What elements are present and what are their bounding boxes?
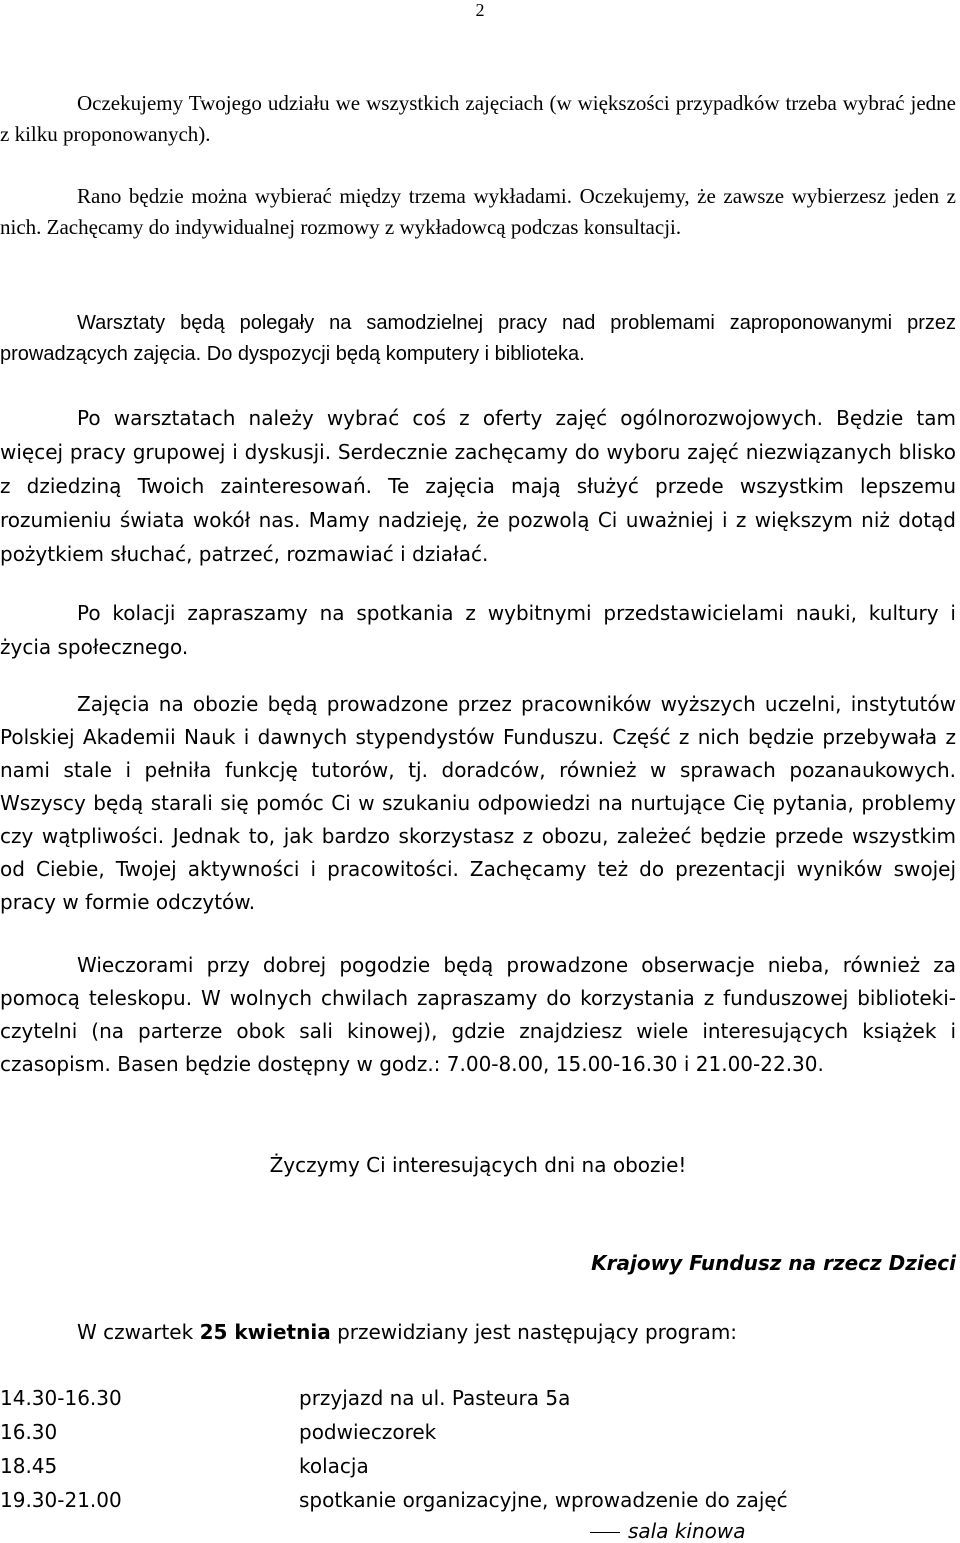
location-note [590, 1519, 746, 1543]
program-intro-before: W czwartek [77, 1320, 200, 1344]
paragraph-lectures [0, 181, 956, 243]
paragraph-participation [0, 88, 956, 150]
paragraph-text: Warsztaty będą polegały na samodzielnej pracy nad problemami zaproponowanymi przez prowadzących zajęcia. Do dyspozycji będą komputery i biblioteka. [0, 312, 956, 365]
paragraph-free-time [0, 949, 956, 1081]
closing-wish: Życzymy Ci interesujących dni na obozie! [269, 1153, 687, 1177]
schedule-description: kolacja [299, 1454, 369, 1478]
paragraph-evening-meetings [0, 596, 956, 664]
paragraph-staff [0, 688, 956, 919]
em-dash [590, 1532, 620, 1533]
schedule-time: 18.45 [0, 1454, 58, 1478]
paragraph-text: Po warsztatach należy wybrać coś z oferty zajęć ogólnorozwojowych. Będzie tam więcej pracy grupowej i dyskusji. Serdecznie zachęcamy do wyboru zajęć niezwiązanych blisko z dziedziną Twoich zainteresowań. Te zajęcia mają służyć przede wszystkim lepszemu rozumieniu świata wokół nas. Mamy nadzieję, że pozwolą Ci uważniej i z większym niż dotąd pożytkiem słuchać, patrzeć, rozmawiać i działać. [0, 406, 956, 566]
schedule-description: przyjazd na ul. Pasteura 5a [299, 1386, 571, 1410]
schedule-description: podwieczorek [299, 1420, 437, 1444]
location-text: sala kinowa [628, 1519, 746, 1543]
program-date: 25 kwietnia [199, 1320, 331, 1344]
paragraph-text: Wieczorami przy dobrej pogodzie będą prowadzone obserwacje nieba, również za pomocą teleskopu. W wolnych chwilach zapraszamy do korzystania z funduszowej biblioteki-czytelni (na parterze obok sali kinowej), gdzie znajdziesz wiele interesujących książek i czasopism. Basen będzie dostępny w godz.: 7.00-8.00, 15.00-16.30 i 21.00-22.30. [0, 953, 956, 1076]
signature: Krajowy Fundusz na rzecz Dzieci [591, 1251, 956, 1275]
paragraph-general-classes [0, 401, 956, 571]
paragraph-workshops [0, 308, 956, 370]
paragraph-text: Zajęcia na obozie będą prowadzone przez pracowników wyższych uczelni, instytutów Polskiej Akademii Nauk i dawnych stypendystów Funduszu. Część z nich będzie przebywała z nami stale i pełniła funkcję tutorów, tj. doradców, również w sprawach pozanaukowych. Wszyscy będą starali się pomóc Ci w szukaniu odpowiedzi na nurtujące Cię pytania, problemy czy wątpliwości. Jednak to, jak bardzo skorzystasz z obozu, zależeć będzie przede wszystkim od Ciebie, Twojej aktywności i pracowitości. Zachęcamy też do prezentacji wyników swojej pracy w formie odczytów. [0, 692, 956, 914]
schedule-time: 19.30-21.00 [0, 1488, 122, 1512]
schedule-time: 16.30 [0, 1420, 58, 1444]
paragraph-text: Oczekujemy Twojego udziału we wszystkich zajęciach (w większości przypadków trzeba wybrać jedne z kilku proponowanych). [0, 91, 956, 146]
page-number: 2 [475, 0, 485, 20]
paragraph-text: Rano będzie można wybierać między trzema wykładami. Oczekujemy, że zawsze wybierzesz jeden z nich. Zachęcamy do indywidualnej rozmowy z wykładowcą podczas konsultacji. [0, 184, 956, 239]
paragraph-text: Po kolacji zapraszamy na spotkania z wybitnymi przedstawicielami nauki, kultury i życia społecznego. [0, 601, 956, 659]
program-intro [77, 1320, 737, 1344]
schedule-description: spotkanie organizacyjne, wprowadzenie do zajęć [299, 1488, 788, 1512]
program-intro-after: przewidziany jest następujący program: [330, 1320, 738, 1344]
schedule-time: 14.30-16.30 [0, 1386, 122, 1410]
